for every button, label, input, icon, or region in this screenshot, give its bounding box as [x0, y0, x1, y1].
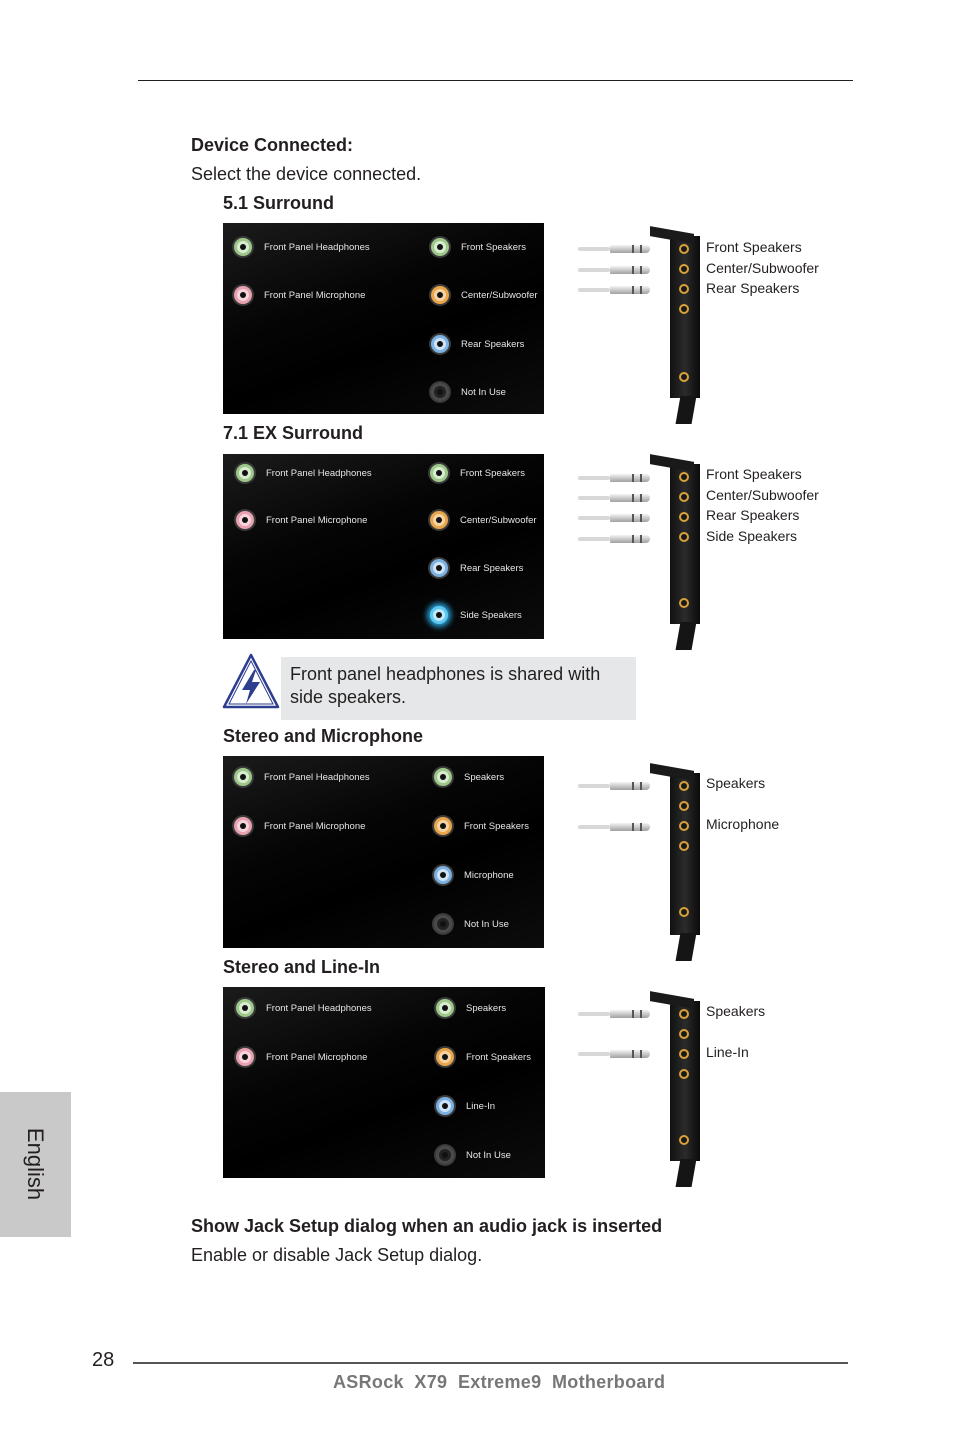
jack-label: Front Speakers: [460, 467, 525, 479]
jack-label: Not In Use: [464, 918, 509, 930]
audio-plug-icon: [578, 513, 650, 523]
jack-label: Side Speakers: [460, 609, 522, 621]
mapping-item: Rear Speakers: [706, 280, 800, 297]
audio-jack-icon: [236, 511, 254, 529]
panel-jack-center-subwoofer[interactable]: [431, 286, 538, 304]
panel-jack-front-speakers[interactable]: [434, 817, 529, 835]
panel-jack-rear-speakers[interactable]: [430, 559, 523, 577]
audio-jack-icon: [234, 286, 252, 304]
jack-label: Rear Speakers: [461, 338, 525, 350]
io-bracket-icon: [670, 1001, 700, 1161]
audio-jack-icon: [234, 817, 252, 835]
jack-mapping-list: [706, 237, 819, 299]
language-tab-label: English: [23, 1127, 48, 1201]
section-title-stereo-and-line-in: Stereo and Line-In: [223, 957, 381, 977]
panel-jack-line-in[interactable]: [436, 1097, 495, 1115]
audio-jack-icon: [434, 866, 452, 884]
audio-plug-icon: [578, 285, 650, 295]
audio-jack-icon: [436, 1097, 454, 1115]
jack-label: Front Panel Headphones: [264, 241, 370, 253]
audio-jack-icon: [236, 999, 254, 1017]
device-connected-heading: Device Connected:: [191, 135, 354, 155]
device-connected-description: Select the device connected.: [191, 164, 422, 184]
jack-setup-panel-5-1: [223, 223, 544, 414]
mapping-item: Microphone: [706, 816, 780, 832]
audio-plug-icon: [578, 244, 650, 254]
panel-jack-speakers[interactable]: [434, 768, 504, 786]
panel-jack-front-panel-headphones[interactable]: [234, 238, 370, 256]
panel-jack-front-panel-headphones[interactable]: [236, 464, 372, 482]
panel-jack-front-speakers[interactable]: [430, 464, 525, 482]
jack-label: Front Speakers: [461, 241, 526, 253]
mapping-item: Front Speakers: [706, 239, 802, 255]
audio-plug-icon: [578, 493, 650, 503]
panel-jack-rear-speakers[interactable]: [431, 335, 524, 353]
audio-jack-icon: [436, 999, 454, 1017]
section-title-7-1-ex-surround: 7.1 EX Surround: [223, 423, 364, 443]
audio-jack-icon: [434, 915, 452, 933]
jack-setup-panel-7-1: [223, 454, 544, 639]
audio-plug-icon: [578, 1049, 650, 1059]
audio-jack-icon: [430, 559, 448, 577]
panel-jack-side-speakers[interactable]: [430, 606, 522, 624]
section-title-stereo-and-microphone: Stereo and Microphone: [223, 726, 424, 746]
panel-jack-center-subwoofer[interactable]: [430, 511, 537, 529]
jack-setup-description: Enable or disable Jack Setup dialog.: [191, 1245, 483, 1265]
audio-plug-icon: [578, 1009, 650, 1019]
audio-jack-icon: [430, 511, 448, 529]
panel-jack-front-panel-microphone[interactable]: [234, 817, 365, 835]
audio-jack-icon: [431, 286, 449, 304]
jack-label: Front Speakers: [466, 1051, 531, 1063]
panel-jack-front-speakers[interactable]: [436, 1048, 531, 1066]
mapping-item: Rear Speakers: [706, 507, 800, 524]
audio-jack-icon: [234, 768, 252, 786]
footer-product-name: ASRock X79 Extreme9 Motherboard: [333, 1372, 666, 1392]
mapping-item: Speakers: [706, 1003, 766, 1019]
top-rule: [138, 80, 853, 81]
jack-label: Microphone: [464, 869, 514, 881]
panel-jack-front-panel-microphone[interactable]: [236, 511, 367, 529]
panel-jack-front-speakers[interactable]: [431, 238, 526, 256]
panel-jack-not-in-use[interactable]: [431, 383, 506, 401]
audio-plug-icon: [578, 822, 650, 832]
jack-label: Speakers: [466, 1002, 507, 1014]
jack-setup-panel-stereo-microphone: [223, 756, 544, 948]
jack-label: Front Panel Microphone: [264, 820, 366, 832]
audio-jack-icon: [236, 464, 254, 482]
jack-label: Front Speakers: [464, 820, 529, 832]
jack-setup-heading: Show Jack Setup dialog when an audio jack is inserted: [191, 1216, 663, 1236]
jack-label: Speakers: [464, 771, 505, 783]
section-title-5-1-surround: 5.1 Surround: [223, 193, 335, 213]
footer-rule: [133, 1362, 848, 1364]
jack-label: Not In Use: [466, 1149, 511, 1161]
panel-jack-front-panel-microphone[interactable]: [234, 286, 365, 304]
audio-jack-icon: [430, 606, 448, 624]
io-bracket-icon: [670, 464, 700, 624]
audio-jack-icon: [431, 383, 449, 401]
jack-label: Front Panel Headphones: [266, 1002, 372, 1014]
audio-plug-icon: [578, 265, 650, 275]
audio-plug-icon: [578, 473, 650, 483]
jack-label: Center/Subwoofer: [460, 514, 537, 526]
jack-label: Center/Subwoofer: [461, 289, 538, 301]
jack-label: Front Panel Microphone: [264, 289, 366, 301]
io-bracket-icon: [670, 773, 700, 935]
jack-label: Rear Speakers: [460, 562, 524, 574]
mapping-item: Center/Subwoofer: [706, 486, 819, 503]
audio-jack-icon: [431, 335, 449, 353]
audio-plug-icon: [578, 534, 650, 544]
jack-label: Front Panel Microphone: [266, 1051, 368, 1063]
mapping-item: Front Speakers: [706, 466, 802, 482]
audio-jack-icon: [434, 768, 452, 786]
note-text: Front panel headphones is shared with side speakers.: [290, 664, 601, 707]
panel-jack-front-panel-headphones[interactable]: [236, 999, 372, 1017]
mapping-item: Center/Subwoofer: [706, 259, 819, 276]
mapping-item: Speakers: [706, 775, 766, 791]
jack-label: Line-In: [466, 1100, 496, 1112]
warning-icon: [221, 652, 281, 710]
audio-jack-icon: [234, 238, 252, 256]
io-bracket-icon: [670, 236, 700, 398]
panel-jack-microphone[interactable]: [434, 866, 514, 884]
panel-jack-front-panel-microphone[interactable]: [236, 1048, 367, 1066]
jack-label: Front Panel Microphone: [266, 514, 368, 526]
jack-mapping-list: [706, 464, 819, 546]
audio-plug-icon: [578, 781, 650, 791]
panel-jack-speakers[interactable]: [436, 999, 506, 1017]
mapping-item: Line-In: [706, 1044, 749, 1060]
audio-jack-icon: [436, 1048, 454, 1066]
audio-jack-icon: [236, 1048, 254, 1066]
audio-jack-icon: [436, 1146, 454, 1164]
audio-jack-icon: [431, 238, 449, 256]
jack-label: Front Panel Headphones: [264, 771, 370, 783]
jack-setup-panel-stereo-line-in: [223, 987, 545, 1178]
jack-label: Not In Use: [461, 386, 506, 398]
panel-jack-not-in-use[interactable]: [434, 915, 509, 933]
audio-jack-icon: [430, 464, 448, 482]
panel-jack-not-in-use[interactable]: [436, 1146, 511, 1164]
panel-jack-front-panel-headphones[interactable]: [234, 768, 370, 786]
mapping-item: Side Speakers: [706, 527, 798, 544]
page-number: 28: [92, 1349, 115, 1371]
jack-label: Front Panel Headphones: [266, 467, 372, 479]
audio-jack-icon: [434, 817, 452, 835]
